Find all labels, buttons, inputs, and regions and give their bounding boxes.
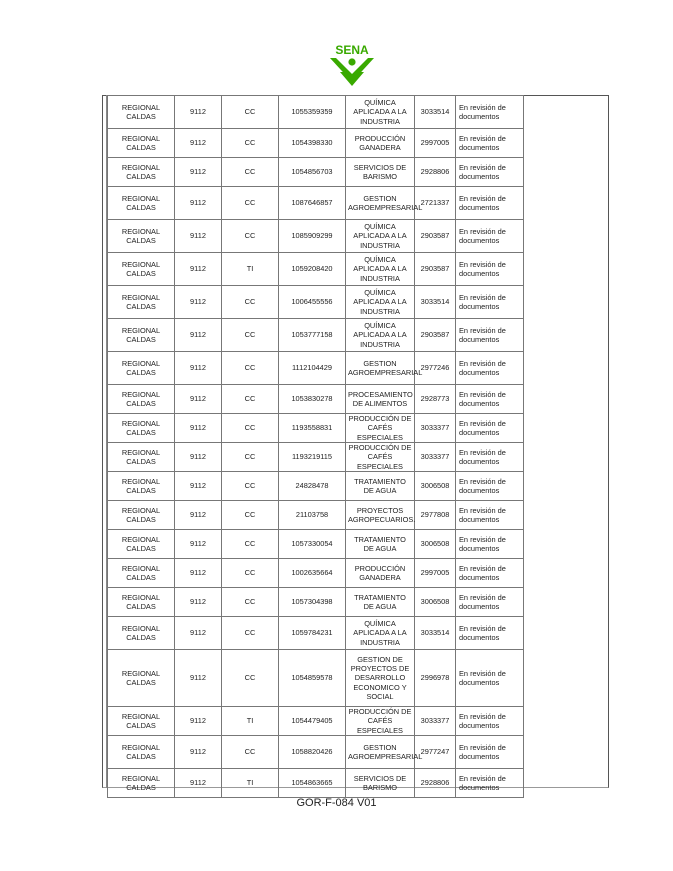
table-row xyxy=(108,443,524,472)
estado-cell: En revisión de documentos xyxy=(456,286,524,319)
documento-cell: 1087646857 xyxy=(279,187,346,220)
tipo-documento-cell: CC xyxy=(222,319,279,352)
programa-cell: QUÍMICA APLICADA A LA INDUSTRIA xyxy=(346,96,415,129)
tipo-documento-cell: CC xyxy=(222,650,279,707)
regional-cell: REGIONAL CALDAS xyxy=(108,253,175,286)
regional-cell: REGIONAL CALDAS xyxy=(108,559,175,588)
table-row xyxy=(108,220,524,253)
documento-cell: 1112104429 xyxy=(279,352,346,385)
regional-cell: REGIONAL CALDAS xyxy=(108,588,175,617)
table-row xyxy=(108,588,524,617)
sena-logo xyxy=(324,42,380,90)
table-row xyxy=(108,319,524,352)
regional-cell: REGIONAL CALDAS xyxy=(108,96,175,129)
estado-cell: En revisión de documentos xyxy=(456,414,524,443)
documento-cell: 1054856703 xyxy=(279,158,346,187)
ficha-cell: 2996978 xyxy=(415,650,456,707)
ficha-cell: 3033514 xyxy=(415,96,456,129)
table-row xyxy=(108,707,524,736)
codigo-cell: 9112 xyxy=(175,319,222,352)
regional-cell: REGIONAL CALDAS xyxy=(108,158,175,187)
ficha-cell: 2997005 xyxy=(415,559,456,588)
ficha-cell: 3033377 xyxy=(415,414,456,443)
estado-cell: En revisión de documentos xyxy=(456,530,524,559)
regional-cell: REGIONAL CALDAS xyxy=(108,530,175,559)
regional-cell: REGIONAL CALDAS xyxy=(108,414,175,443)
tipo-documento-cell: TI xyxy=(222,769,279,798)
codigo-cell: 9112 xyxy=(175,736,222,769)
programa-cell: GESTION AGROEMPRESARIAL xyxy=(346,187,415,220)
documento-cell: 24828478 xyxy=(279,472,346,501)
tipo-documento-cell: CC xyxy=(222,220,279,253)
codigo-cell: 9112 xyxy=(175,501,222,530)
table-row xyxy=(108,530,524,559)
estado-cell: En revisión de documentos xyxy=(456,588,524,617)
codigo-cell: 9112 xyxy=(175,96,222,129)
documento-cell: 1057304398 xyxy=(279,588,346,617)
estado-cell: En revisión de documentos xyxy=(456,96,524,129)
programa-cell: PRODUCCIÓN DE CAFÉS ESPECIALES xyxy=(346,414,415,443)
estado-cell: En revisión de documentos xyxy=(456,769,524,798)
codigo-cell: 9112 xyxy=(175,707,222,736)
table-row xyxy=(108,385,524,414)
estado-cell: En revisión de documentos xyxy=(456,443,524,472)
table-row xyxy=(108,736,524,769)
codigo-cell: 9112 xyxy=(175,286,222,319)
ficha-cell: 3006508 xyxy=(415,588,456,617)
documento-cell: 1059208420 xyxy=(279,253,346,286)
codigo-cell: 9112 xyxy=(175,158,222,187)
tipo-documento-cell: CC xyxy=(222,472,279,501)
documento-cell: 1054398330 xyxy=(279,129,346,158)
regional-cell: REGIONAL CALDAS xyxy=(108,707,175,736)
ficha-cell: 2997005 xyxy=(415,129,456,158)
codigo-cell: 9112 xyxy=(175,650,222,707)
documento-cell: 1053777158 xyxy=(279,319,346,352)
ficha-cell: 2903587 xyxy=(415,319,456,352)
ficha-cell: 2928806 xyxy=(415,158,456,187)
programa-cell: PRODUCCIÓN DE CAFÉS ESPECIALES xyxy=(346,707,415,736)
tipo-documento-cell: TI xyxy=(222,253,279,286)
regional-cell: REGIONAL CALDAS xyxy=(108,385,175,414)
ficha-cell: 3033377 xyxy=(415,443,456,472)
documento-cell: 1193219115 xyxy=(279,443,346,472)
regional-cell: REGIONAL CALDAS xyxy=(108,650,175,707)
programa-cell: TRATAMIENTO DE AGUA xyxy=(346,588,415,617)
documento-cell: 21103758 xyxy=(279,501,346,530)
ficha-cell: 2928773 xyxy=(415,385,456,414)
tipo-documento-cell: CC xyxy=(222,530,279,559)
table-row xyxy=(108,352,524,385)
codigo-cell: 9112 xyxy=(175,588,222,617)
estado-cell: En revisión de documentos xyxy=(456,187,524,220)
documento-cell: 1054859578 xyxy=(279,650,346,707)
table-row xyxy=(108,286,524,319)
tipo-documento-cell: CC xyxy=(222,501,279,530)
table-row xyxy=(108,414,524,443)
estado-cell: En revisión de documentos xyxy=(456,559,524,588)
estado-cell: En revisión de documentos xyxy=(456,501,524,530)
tipo-documento-cell: CC xyxy=(222,129,279,158)
estado-cell: En revisión de documentos xyxy=(456,650,524,707)
estado-cell: En revisión de documentos xyxy=(456,385,524,414)
table-row xyxy=(108,769,524,798)
documento-cell: 1006455556 xyxy=(279,286,346,319)
estado-cell: En revisión de documentos xyxy=(456,736,524,769)
table-row xyxy=(108,472,524,501)
ficha-cell: 2903587 xyxy=(415,220,456,253)
regional-cell: REGIONAL CALDAS xyxy=(108,352,175,385)
tipo-documento-cell: CC xyxy=(222,736,279,769)
codigo-cell: 9112 xyxy=(175,129,222,158)
ficha-cell: 2977808 xyxy=(415,501,456,530)
regional-cell: REGIONAL CALDAS xyxy=(108,319,175,352)
tipo-documento-cell: CC xyxy=(222,286,279,319)
ficha-cell: 2977246 xyxy=(415,352,456,385)
programa-cell: QUÍMICA APLICADA A LA INDUSTRIA xyxy=(346,220,415,253)
documento-cell: 1057330054 xyxy=(279,530,346,559)
ficha-cell: 3033514 xyxy=(415,286,456,319)
documento-cell: 1053830278 xyxy=(279,385,346,414)
programa-cell: PRODUCCIÓN GANADERA xyxy=(346,129,415,158)
ficha-cell: 3033514 xyxy=(415,617,456,650)
documento-cell: 1193558831 xyxy=(279,414,346,443)
estado-cell: En revisión de documentos xyxy=(456,319,524,352)
codigo-cell: 9112 xyxy=(175,220,222,253)
codigo-cell: 9112 xyxy=(175,443,222,472)
tipo-documento-cell: CC xyxy=(222,96,279,129)
regional-cell: REGIONAL CALDAS xyxy=(108,220,175,253)
codigo-cell: 9112 xyxy=(175,769,222,798)
programa-cell: SERVICIOS DE BARISMO xyxy=(346,158,415,187)
tipo-documento-cell: CC xyxy=(222,352,279,385)
estado-cell: En revisión de documentos xyxy=(456,617,524,650)
documento-cell: 1055359359 xyxy=(279,96,346,129)
ficha-cell: 3033377 xyxy=(415,707,456,736)
codigo-cell: 9112 xyxy=(175,617,222,650)
ficha-cell: 2928806 xyxy=(415,769,456,798)
regional-cell: REGIONAL CALDAS xyxy=(108,443,175,472)
tipo-documento-cell: CC xyxy=(222,414,279,443)
ficha-cell: 2977247 xyxy=(415,736,456,769)
tipo-documento-cell: CC xyxy=(222,588,279,617)
programa-cell: GESTION AGROEMPRESARIAL xyxy=(346,352,415,385)
programa-cell: QUÍMICA APLICADA A LA INDUSTRIA xyxy=(346,286,415,319)
table-row xyxy=(108,129,524,158)
registros-table xyxy=(107,95,524,798)
table-row xyxy=(108,559,524,588)
regional-cell: REGIONAL CALDAS xyxy=(108,769,175,798)
programa-cell: SERVICIOS DE BARISMO xyxy=(346,769,415,798)
programa-cell: QUÍMICA APLICADA A LA INDUSTRIA xyxy=(346,319,415,352)
table-row xyxy=(108,501,524,530)
documento-cell: 1085909299 xyxy=(279,220,346,253)
ficha-cell: 3006508 xyxy=(415,530,456,559)
regional-cell: REGIONAL CALDAS xyxy=(108,129,175,158)
programa-cell: PRODUCCIÓN GANADERA xyxy=(346,559,415,588)
estado-cell: En revisión de documentos xyxy=(456,220,524,253)
codigo-cell: 9112 xyxy=(175,253,222,286)
regional-cell: REGIONAL CALDAS xyxy=(108,286,175,319)
programa-cell: GESTION AGROEMPRESARIAL xyxy=(346,736,415,769)
programa-cell: TRATAMIENTO DE AGUA xyxy=(346,472,415,501)
estado-cell: En revisión de documentos xyxy=(456,707,524,736)
programa-cell: PROYECTOS AGROPECUARIOS. xyxy=(346,501,415,530)
sena-logo-text: SENA xyxy=(335,43,369,57)
estado-cell: En revisión de documentos xyxy=(456,352,524,385)
documento-cell: 1054863665 xyxy=(279,769,346,798)
tipo-documento-cell: CC xyxy=(222,187,279,220)
codigo-cell: 9112 xyxy=(175,187,222,220)
table-row xyxy=(108,650,524,707)
codigo-cell: 9112 xyxy=(175,559,222,588)
tipo-documento-cell: TI xyxy=(222,707,279,736)
footer-code: GOR-F-084 V01 xyxy=(296,797,377,809)
table-row xyxy=(108,187,524,220)
ficha-cell: 3006508 xyxy=(415,472,456,501)
tipo-documento-cell: CC xyxy=(222,617,279,650)
codigo-cell: 9112 xyxy=(175,530,222,559)
programa-cell: PROCESAMIENTO DE ALIMENTOS xyxy=(346,385,415,414)
tipo-documento-cell: CC xyxy=(222,443,279,472)
programa-cell: PRODUCCIÓN DE CAFÉS ESPECIALES xyxy=(346,443,415,472)
tipo-documento-cell: CC xyxy=(222,158,279,187)
codigo-cell: 9112 xyxy=(175,472,222,501)
codigo-cell: 9112 xyxy=(175,385,222,414)
tipo-documento-cell: CC xyxy=(222,559,279,588)
programa-cell: QUÍMICA APLICADA A LA INDUSTRIA xyxy=(346,617,415,650)
documento-cell: 1058820426 xyxy=(279,736,346,769)
programa-cell: TRATAMIENTO DE AGUA xyxy=(346,530,415,559)
table-row xyxy=(108,617,524,650)
documento-cell: 1059784231 xyxy=(279,617,346,650)
ficha-cell: 2721337 xyxy=(415,187,456,220)
estado-cell: En revisión de documentos xyxy=(456,158,524,187)
table-row xyxy=(108,158,524,187)
codigo-cell: 9112 xyxy=(175,352,222,385)
regional-cell: REGIONAL CALDAS xyxy=(108,501,175,530)
estado-cell: En revisión de documentos xyxy=(456,472,524,501)
programa-cell: QUÍMICA APLICADA A LA INDUSTRIA xyxy=(346,253,415,286)
regional-cell: REGIONAL CALDAS xyxy=(108,736,175,769)
tipo-documento-cell: CC xyxy=(222,385,279,414)
regional-cell: REGIONAL CALDAS xyxy=(108,187,175,220)
programa-cell: GESTION DE PROYECTOS DE DESARROLLO ECONOMICO Y SOCIAL xyxy=(346,650,415,707)
documento-cell: 1002635664 xyxy=(279,559,346,588)
estado-cell: En revisión de documentos xyxy=(456,129,524,158)
regional-cell: REGIONAL CALDAS xyxy=(108,617,175,650)
documento-cell: 1054479405 xyxy=(279,707,346,736)
estado-cell: En revisión de documentos xyxy=(456,253,524,286)
ficha-cell: 2903587 xyxy=(415,253,456,286)
table-row xyxy=(108,96,524,129)
table-row xyxy=(108,253,524,286)
regional-cell: REGIONAL CALDAS xyxy=(108,472,175,501)
codigo-cell: 9112 xyxy=(175,414,222,443)
